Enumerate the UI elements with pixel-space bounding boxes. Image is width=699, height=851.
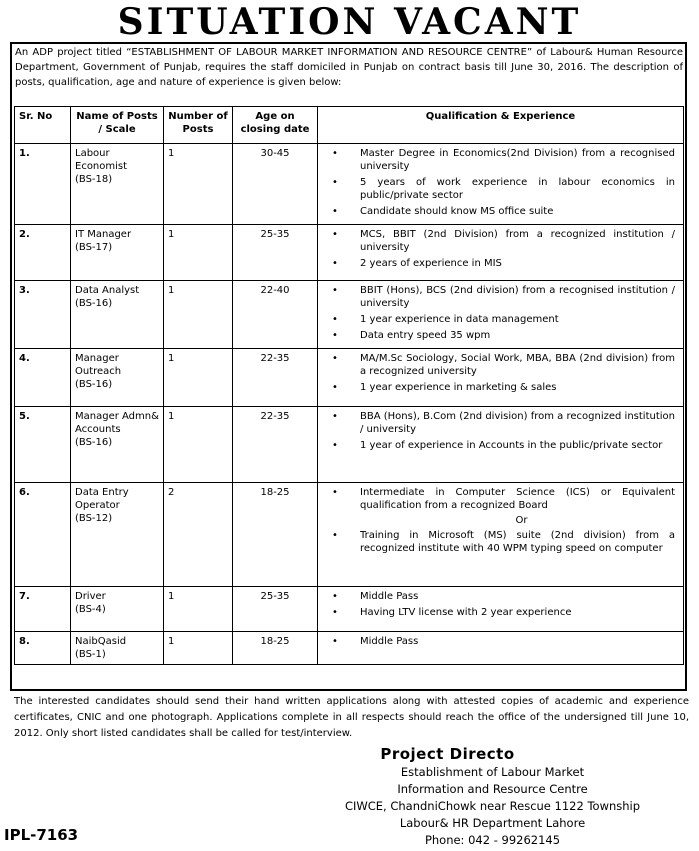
row-qualification-cell [318, 632, 684, 665]
table-row [15, 407, 684, 483]
post-name: Manager Outreach [75, 353, 122, 377]
qualification-item [328, 329, 675, 342]
post-scale: (BS-1) [75, 649, 106, 660]
row-number-of-posts: 1 [164, 281, 233, 349]
signature-line: Phone: 042 - 99262145 [424, 833, 561, 847]
row-age-range: 25-35 [233, 225, 318, 281]
row-number-of-posts: 1 [164, 587, 233, 632]
signatory-title: Project Directo [380, 745, 515, 763]
qualification-list [322, 147, 679, 218]
row-post-cell [71, 144, 164, 225]
post-name: Driver [75, 591, 106, 602]
signature-line: Establishment of Labour Market [400, 765, 585, 779]
bullet-icon: • [332, 258, 338, 269]
qualification-item [328, 410, 675, 436]
qualification-item [328, 284, 675, 310]
row-qualification-cell [318, 281, 684, 349]
post-name: Data Entry Operator [75, 487, 129, 511]
row-sr-no: 8. [15, 632, 71, 665]
signature-line: Information and Resource Centre [397, 782, 588, 796]
row-sr-no: 1. [15, 144, 71, 225]
qualification-text: BBA (Hons), B.Com (2nd division) from a recognized institution / university [360, 411, 675, 435]
row-age-range: 22-40 [233, 281, 318, 349]
bullet-icon: • [332, 177, 338, 188]
headline: SITUATION VACANT [117, 1, 582, 43]
row-sr-no: 2. [15, 225, 71, 281]
qualification-item [328, 147, 675, 173]
application-instructions: The interested candidates should send their hand written applications along with attested copies of academic and experience certificates, CNIC and one photograph. Applications complete in all respects should reach the office of the undersigned till June 10, 2012. Only short listed candidates shall be called for test/interview. [14, 696, 689, 739]
bullet-icon: • [332, 411, 338, 422]
bullet-icon: • [332, 636, 338, 647]
row-qualification-cell [318, 225, 684, 281]
post-scale: (BS-17) [75, 242, 113, 253]
advertisement-frame [10, 42, 687, 691]
row-qualification-cell [318, 483, 684, 587]
qualification-text: MCS, BBIT (2nd Division) from a recognized institution / university [360, 229, 675, 253]
qualification-text: 5 years of work experience in labour economics in public/private sector [360, 177, 675, 201]
qualification-list [322, 635, 679, 648]
post-name: IT Manager [75, 229, 132, 240]
qualification-text: 1 year experience in marketing & sales [360, 382, 557, 393]
header-sr-no: Sr. No [15, 107, 71, 144]
signature-line: CIWCE, ChandniChowk near Rescue 1122 Township [344, 799, 641, 813]
qualification-text: Having LTV license with 2 year experience [360, 607, 572, 618]
qualification-item [328, 381, 675, 394]
row-post-cell [71, 225, 164, 281]
bullet-icon: • [332, 591, 338, 602]
row-sr-no: 7. [15, 587, 71, 632]
post-scale: (BS-18) [75, 174, 113, 185]
qualification-text: 1 year of experience in Accounts in the public/private sector [360, 440, 663, 451]
qualification-text: 2 years of experience in MIS [360, 258, 502, 269]
row-number-of-posts: 1 [164, 632, 233, 665]
post-scale: (BS-16) [75, 379, 113, 390]
signature-line: Labour& HR Department Lahore [399, 816, 586, 830]
qualification-text: BBIT (Hons), BCS (2nd division) from a recognised institution / university [360, 285, 675, 309]
bullet-icon: • [332, 382, 338, 393]
bullet-icon: • [332, 530, 338, 541]
row-age-range: 18-25 [233, 483, 318, 587]
post-name: Manager Admn& Accounts [75, 411, 159, 435]
bullet-icon: • [332, 440, 338, 451]
row-number-of-posts: 1 [164, 349, 233, 407]
bullet-icon: • [332, 285, 338, 296]
qualification-text: Intermediate in Computer Science (ICS) or Equivalent qualification from a recognized Board [360, 487, 675, 511]
row-number-of-posts: 1 [164, 144, 233, 225]
row-number-of-posts: 2 [164, 483, 233, 587]
post-scale: (BS-16) [75, 437, 113, 448]
post-scale: (BS-16) [75, 298, 113, 309]
row-age-range: 18-25 [233, 632, 318, 665]
qualification-text: 1 year experience in data management [360, 314, 559, 325]
row-sr-no: 5. [15, 407, 71, 483]
post-scale: (BS-4) [75, 604, 106, 615]
posts-table-body [15, 144, 684, 665]
posts-table [14, 106, 684, 665]
qualification-list [322, 410, 679, 452]
row-number-of-posts: 1 [164, 407, 233, 483]
qualification-text: Middle Pass [360, 591, 419, 602]
qualification-list [322, 284, 679, 342]
bullet-icon: • [332, 353, 338, 364]
qualification-text: Middle Pass [360, 636, 419, 647]
row-qualification-cell [318, 407, 684, 483]
qualification-text: Data entry speed 35 wpm [360, 330, 491, 341]
row-post-cell [71, 349, 164, 407]
row-number-of-posts: 1 [164, 225, 233, 281]
qualification-list [322, 228, 679, 270]
qualification-item [328, 352, 675, 378]
row-post-cell [71, 632, 164, 665]
qualification-text: Candidate should know MS office suite [360, 206, 554, 217]
header-age: Age on closing date [233, 107, 318, 144]
qualification-item [328, 439, 675, 452]
header-post-name: Name of Posts / Scale [71, 107, 164, 144]
qualification-text: MA/M.Sc Sociology, Social Work, MBA, BBA (2nd division) from a recognized university [360, 353, 675, 377]
row-post-cell [71, 483, 164, 587]
table-row [15, 483, 684, 587]
signature-block [290, 744, 695, 849]
row-sr-no: 6. [15, 483, 71, 587]
bullet-icon: • [332, 607, 338, 618]
header-number-of-posts: Number of Posts [164, 107, 233, 144]
row-sr-no: 4. [15, 349, 71, 407]
reference-code: IPL-7163 [4, 826, 79, 844]
bullet-icon: • [332, 229, 338, 240]
qualification-item [328, 529, 675, 555]
table-row [15, 349, 684, 407]
qualification-text: Training in Microsoft (MS) suite (2nd division) from a recognized institute with 40 WPM typing speed on computer [360, 530, 675, 554]
qualification-item [328, 606, 675, 619]
row-post-cell [71, 407, 164, 483]
row-age-range: 22-35 [233, 349, 318, 407]
bullet-icon: • [332, 206, 338, 217]
qualification-list [322, 486, 679, 555]
row-age-range: 25-35 [233, 587, 318, 632]
row-age-range: 22-35 [233, 407, 318, 483]
bullet-icon: • [332, 330, 338, 341]
row-qualification-cell [318, 144, 684, 225]
qualification-item [328, 486, 675, 512]
row-post-cell [71, 587, 164, 632]
table-row [15, 632, 684, 665]
bullet-icon: • [332, 148, 338, 159]
table-row [15, 281, 684, 349]
post-name: NaibQasid [75, 636, 127, 647]
qualification-item [328, 257, 675, 270]
post-scale: (BS-12) [75, 513, 113, 524]
table-header-row [15, 107, 684, 144]
qualification-item [328, 176, 675, 202]
table-row [15, 225, 684, 281]
post-name: Labour Economist [75, 148, 128, 172]
or-separator: Or [515, 515, 528, 526]
qualification-list [322, 590, 679, 619]
qualification-item [328, 635, 675, 648]
row-post-cell [71, 281, 164, 349]
header-qualification: Qualification & Experience [318, 107, 684, 144]
qualification-item [328, 590, 675, 603]
table-row [15, 144, 684, 225]
qualification-item [328, 228, 675, 254]
row-sr-no: 3. [15, 281, 71, 349]
row-qualification-cell [318, 587, 684, 632]
qualification-list [322, 352, 679, 394]
qualification-item [328, 205, 675, 218]
table-row [15, 587, 684, 632]
post-name: Data Analyst [75, 285, 140, 296]
qualification-item [328, 313, 675, 326]
intro-paragraph: An ADP project titled “ESTABLISHMENT OF LABOUR MARKET INFORMATION AND RESOURCE CENTRE” of Labour& Human Resource Department, Government of Punjab, requires the staff domiciled in Punjab on contract basis till June 30, 2016. The description of posts, qualification, age and nature of experience is given below: [15, 47, 683, 88]
row-age-range: 30-45 [233, 144, 318, 225]
bullet-icon: • [332, 314, 338, 325]
bullet-icon: • [332, 487, 338, 498]
row-qualification-cell [318, 349, 684, 407]
qualification-text: Master Degree in Economics(2nd Division) from a recognised university [360, 148, 675, 172]
